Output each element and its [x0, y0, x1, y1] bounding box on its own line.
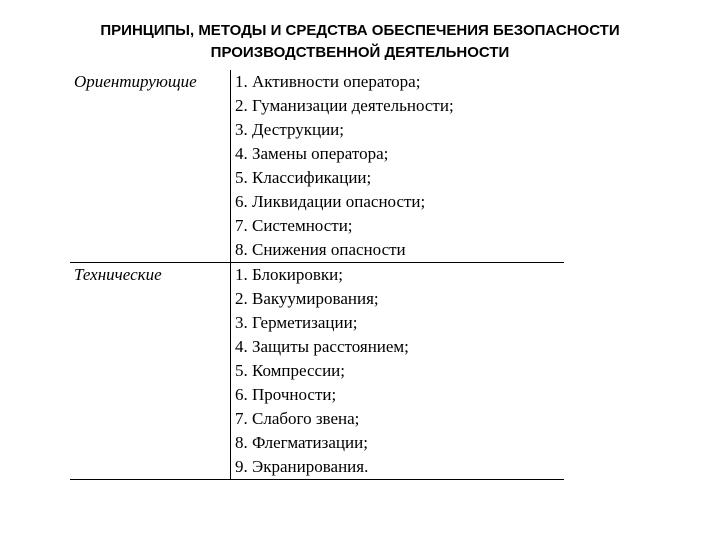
list-item: 8. Флегматизации; [235, 433, 368, 452]
group-items-list [230, 263, 564, 479]
page-title: ПРИНЦИПЫ, МЕТОДЫ И СРЕДСТВА ОБЕСПЕЧЕНИЯ БЕЗОПАСНОСТИ ПРОИЗВОДСТВЕННОЙ ДЕЯТЕЛЬНОСТИ [100, 22, 620, 61]
group-items-list [230, 70, 564, 262]
list-item: 1. Блокировки; [235, 265, 343, 284]
list-item: 3. Деструкции; [235, 120, 345, 139]
list-item: 2. Гуманизации деятельности; [235, 96, 454, 115]
group-label: Ориентирующие [74, 72, 197, 91]
list-item: 7. Слабого звена; [235, 409, 360, 428]
list-item: 8. Снижения опасности [235, 240, 406, 259]
list-item: 4. Замены оператора; [235, 144, 389, 163]
group-technical [70, 263, 564, 480]
list-item: 9. Экранирования. [235, 457, 369, 476]
list-item: 6. Ликвидации опасности; [235, 192, 426, 211]
list-item: 7. Системности; [235, 216, 353, 235]
list-item: 5. Компрессии; [235, 361, 346, 380]
group-orienting [70, 70, 564, 263]
list-item: 2. Вакуумирования; [235, 289, 379, 308]
list-item: 6. Прочности; [235, 385, 337, 404]
list-item: 1. Активности оператора; [235, 72, 421, 91]
list-item: 4. Защиты расстоянием; [235, 337, 409, 356]
list-item: 3. Герметизации; [235, 313, 358, 332]
group-label: Технические [74, 265, 162, 284]
principles-table [70, 70, 564, 480]
list-item: 5. Классификации; [235, 168, 372, 187]
